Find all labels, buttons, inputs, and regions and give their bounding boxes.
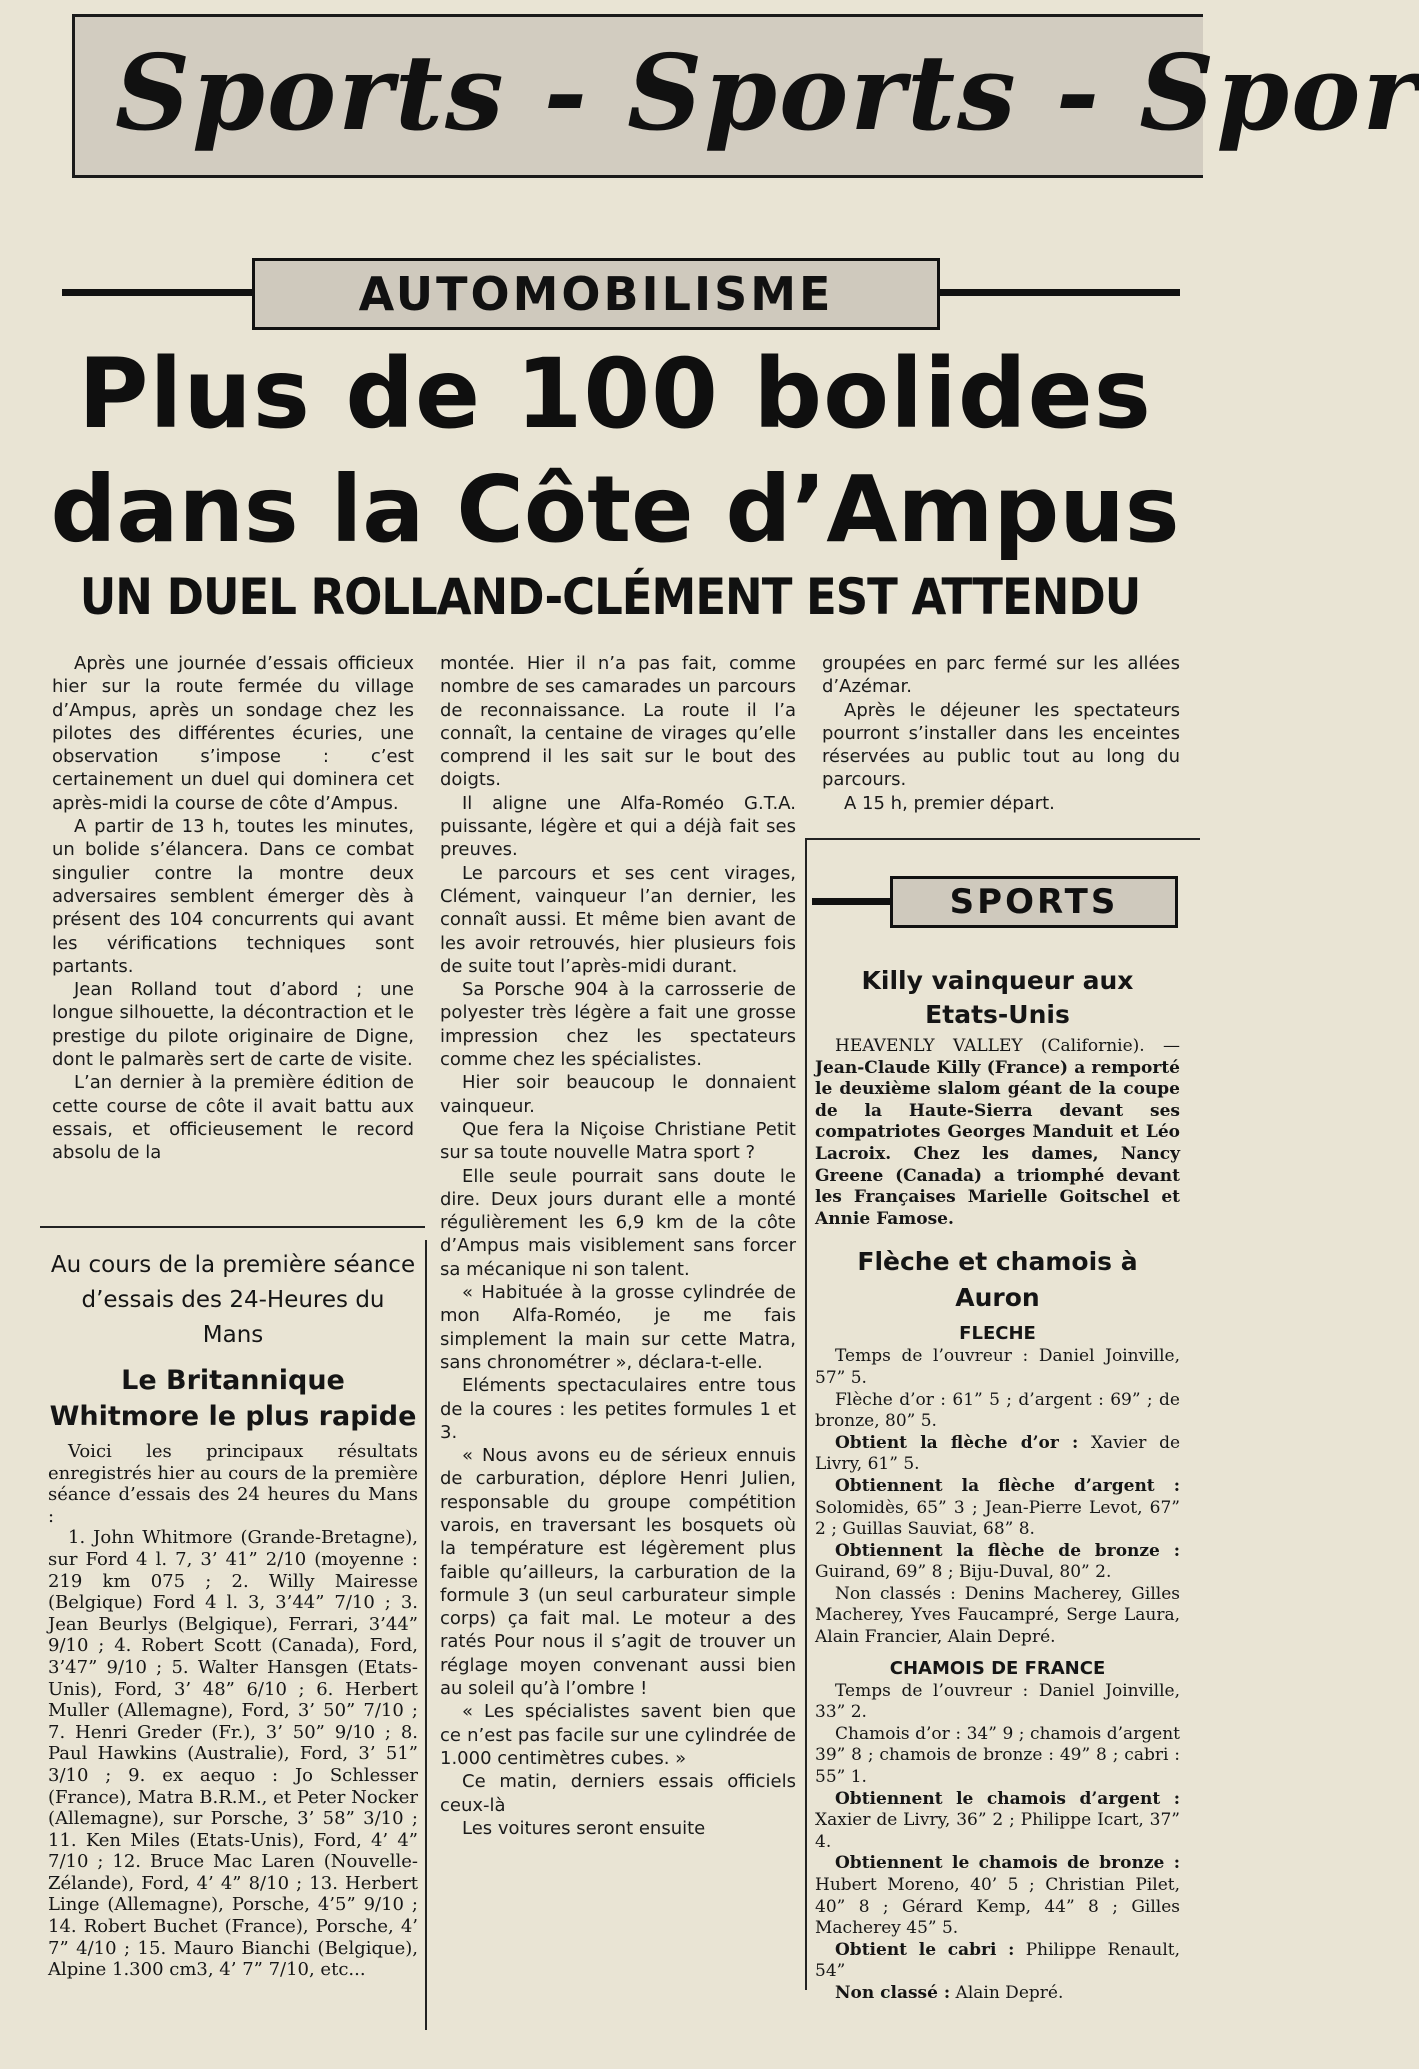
result-label: Obtiennent le chamois de bronze : (835, 1853, 1180, 1874)
paragraph: « Nous avons eu de sérieux ennuis de carburation, déplore Henri Julien, responsable du groupe compétition varois, en traversant les bosquets où la température est légèrement plus faible qu’ailleurs, la carburation de la formule 3 (un seul carburateur simple corps) ça fait mal. Le moteur a des ratés Pour nous il s’agit de trouver un réglage moyen convenant aussi bien au soleil qu’à l’ombre ! (440, 1445, 796, 1700)
banner-text: Sports - Sports - Spor (115, 31, 1419, 154)
column-divider (805, 840, 807, 1990)
killy-title: Killy vainqueur aux Etats-Unis (861, 966, 1134, 1029)
paragraph: Que fera la Niçoise Christiane Petit sur sa toute nouvelle Matra sport ? (440, 1118, 796, 1164)
result-label: Obtient le cabri : (835, 1939, 1015, 1960)
paragraph: montée. Hier il n’a pas fait, comme nombre de ses camarades un parcours de reconnaissance. La route il l’a connaît, la centaine de virages qu’elle comprend il les sait sur le bout des doigts. (440, 653, 796, 791)
result-value: Alain Depré. (955, 1982, 1064, 2003)
paragraph: Voici les principaux résultats enregistrés hier au cours de la première séance d’essais des 24 heures du Mans : (48, 1441, 418, 1527)
section-divider (805, 838, 1200, 840)
sports-box (815, 964, 1180, 2005)
fleche-heading: FLECHE (959, 1323, 1036, 1345)
paragraph: Après le déjeuner les spectateurs pourront s’installer dans les enceintes réservées au public tout au long du parcours. (822, 699, 1180, 791)
result-value: Xaxier de Livry, 36” 2 ; Philippe Icart, 37” 4. (815, 1810, 1180, 1852)
result-value: Philippe Renault, 54” (815, 1939, 1181, 1982)
rubric-sports: SPORTS (890, 876, 1178, 928)
paragraph: A partir de 13 h, toutes les minutes, un bolide s’élancera. Dans ce combat singulier contre la montre deux adversaires semblent émerger dès à présent des 104 concurrents qui avant les vérifications techniques sont partants. (52, 816, 414, 977)
le-mans-article (48, 1248, 418, 1981)
result-line: Flèche d’or : 61” 5 ; d’argent : 69” ; de bronze, 80” 5. (815, 1389, 1180, 1432)
paragraph: Les voitures seront ensuite (462, 1817, 706, 1839)
paragraph: « Les spécialistes savent bien que ce n’est pas facile sur une cylindrée de 1.000 centimètres cubes. » (440, 1701, 796, 1769)
paragraph: Jean Rolland tout d’abord ; une longue silhouette, la décontraction et le prestige du pilote originaire de Digne, dont le palmarès sert de carte de visite. (52, 979, 414, 1071)
auron-title: Flèche et chamois à Auron (857, 1247, 1138, 1313)
results-paragraph: 1. John Whitmore (Grande-Bretagne), sur Ford 4 l. 7, 3’ 41” 2/10 (moyenne : 219 km 075 ; 2. Willy Mairesse (Belgique) Ford 4 l. 3, 3’44” 7/10 ; 3. Jean Beurlys (Belgique), Ferrari, 3’44” 9/10 ; 4. Robert Scott (Canada), Ford, 3’47” 9/10 ; 5. Walter Hansgen (Etats-Unis), Ford, 3’ 48” 6/10 ; 6. Herbert Muller (Allemagne), Ford, 3’ 50” 7/10 ; 7. Henri Greder (Fr.), 3’ 50” 9/10 ; 8. Paul Hawkins (Australie), Ford, 3’ 51” 3/10 ; 9. ex aequo : Jo Schlesser (France), Matra B.R.M., et Peter Nocker (Allemagne), sur Porsche, 3’ 58” 3/10 ; 11. Ken Miles (Etats-Unis), Ford, 4’ 4” 7/10 ; 12. Bruce Mac Laren (Nouvelle-Zélande), Ford, 4’ 4” 8/10 ; 13. Herbert Linge (Allemagne), Porsche, 4’5” 9/10 ; 14. Robert Buchet (France), Porsche, 4’ 7” 4/10 ; 15. Mauro Bianchi (Belgique), Alpine 1.300 cm3, 4’ 7” 7/10, etc... (48, 1527, 418, 1981)
paragraph: Hier soir beaucoup le donnaient vainqueur. (440, 1072, 796, 1117)
headline-line1: Plus de 100 bolides (78, 338, 1152, 450)
headline-line2: dans la Côte d’Ampus (50, 456, 1180, 563)
sports-banner (72, 14, 1419, 178)
rubric-rule-left (812, 898, 890, 905)
paragraph: Ce matin, derniers essais officiels ceux-là (440, 1771, 796, 1816)
article-column-2 (440, 652, 796, 1840)
result-label: Obtiennent le chamois d’argent : (835, 1788, 1180, 1809)
result-value: Hubert Moreno, 40’ 5 ; Christian Pilet, 40” 8 ; Gérard Kemp, 44” 8 ; Gilles Macherey 45” 5. (815, 1875, 1180, 1939)
paragraph: Le parcours et ses cent virages, Clément, vainqueur l’an dernier, les connaît aussi. Et même bien avant de les avoir retrouvés, hier plusieurs fois de suite tout l’après-midi durant. (440, 862, 796, 977)
killy-body: Jean-Claude Killy (France) a remporté le deuxième slalom géant de la coupe de la Haute-Sierra devant ses compatriotes Georges Manduit et Léo Lacroix. Chez les dames, Nancy Greene (Canada) a triomphé devant les Françaises Marielle Goitschel et Annie Famose. (815, 1057, 1180, 1229)
le-mans-body (48, 1441, 418, 1981)
auron-results (815, 1322, 1180, 2004)
result-line: Temps de l’ouvreur : Daniel Joinville, 33” 2. (815, 1680, 1180, 1723)
le-mans-kicker: Au cours de la première séance d’essais des 24-Heures du Mans (50, 1252, 416, 1348)
result-label: Non classé : (835, 1982, 951, 2003)
paragraph: « Habituée à la grosse cylindrée de mon Alfa-Roméo, je me fais simplement la main sur cette Matra, sans chronométrer », déclara-t-elle. (440, 1282, 796, 1373)
column-divider (425, 1240, 427, 2030)
section-divider (40, 1226, 425, 1228)
result-label: Obtiennent la flèche d’argent : (835, 1475, 1180, 1496)
rubric-rule-left (62, 289, 252, 296)
paragraph: Après une journée d’essais officieux hier sur la route fermée du village d’Ampus, après un sondage chez les pilotes des différentes écuries, une observation s’impose : c’est certainement un duel qui dominera cet après-midi la course de côte d’Ampus. (52, 653, 414, 814)
subheadline: UN DUEL ROLLAND-CLÉMENT EST ATTENDU (79, 568, 1141, 626)
chamois-heading: CHAMOIS DE FRANCE (889, 1657, 1106, 1679)
paragraph: L’an dernier à la première édition de cette course de côte il avait battu aux essais, et officieusement le record absolu de la (52, 1072, 414, 1164)
paragraph: Elle seule pourrait sans doute le dire. Deux jours durant elle a monté régulièrement les 6,9 km de la côte d’Ampus mais visiblement sans forcer sa mécanique ni son talent. (440, 1165, 796, 1280)
article-column-1 (52, 652, 414, 1165)
le-mans-title: Le Britannique Whitmore le plus rapide (49, 1365, 417, 1432)
result-line: Chamois d’or : 34” 9 ; chamois d’argent 39” 8 ; chamois de bronze : 49” 8 ; cabri : 55” 1. (815, 1723, 1180, 1788)
result-label: Obtient la flèche d’or : (835, 1432, 1079, 1453)
result-line: Non classés : Denins Macherey, Gilles Macherey, Yves Faucampré, Serge Laura, Alain Francier, Alain Depré. (815, 1583, 1180, 1648)
paragraph: groupées en parc fermé sur les allées d’Azémar. (822, 653, 1180, 698)
rubric-automobilisme: AUTOMOBILISME (252, 258, 940, 330)
paragraph: Sa Porsche 904 à la carrosserie de polyester très légère a fait une grosse impression chez les spectateurs comme chez les spécialistes. (440, 979, 796, 1071)
paragraph: A 15 h, premier départ. (844, 792, 1055, 814)
result-value: Guirand, 69” 8 ; Biju-Duval, 80” 2. (815, 1562, 1112, 1583)
article-column-3 (822, 652, 1180, 815)
result-value: Xavier de Livry, 61” 5. (815, 1432, 1181, 1475)
dateline: HEAVENLY VALLEY (Californie). — (835, 1036, 1180, 1056)
rubric-rule-right (940, 289, 1180, 296)
paragraph: Il aligne une Alfa-Roméo G.T.A. puissante, légère et qui a déjà fait ses preuves. (440, 792, 796, 861)
paragraph: Eléments spectaculaires entre tous de la coures : les petites formules 1 et 3. (440, 1375, 796, 1443)
killy-article (815, 1036, 1180, 1230)
result-line: Temps de l’ouvreur : Daniel Joinville, 57” 5. (815, 1346, 1180, 1388)
result-value: Solomidès, 65” 3 ; Jean-Pierre Levot, 67” 2 ; Guillas Sauviat, 68” 8. (815, 1497, 1180, 1540)
result-label: Obtiennent la flèche de bronze : (835, 1540, 1180, 1561)
